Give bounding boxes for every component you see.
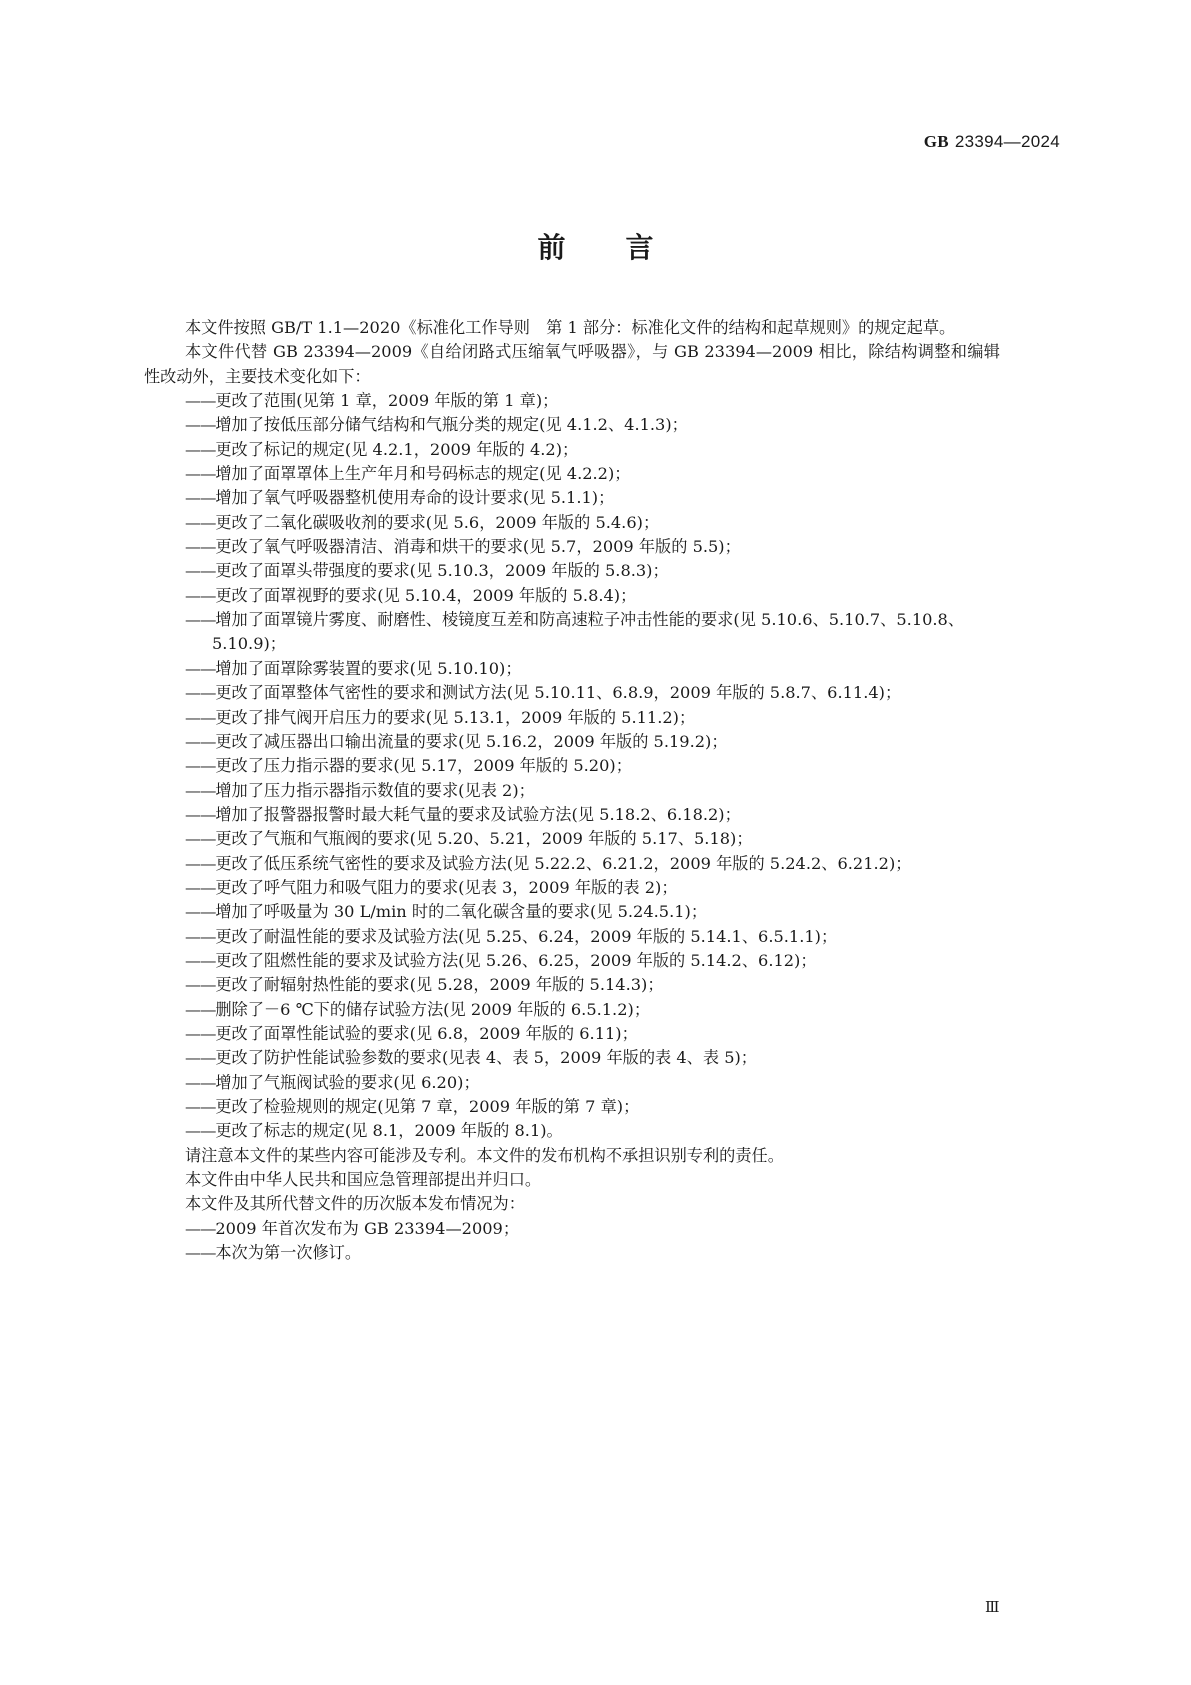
dash-marker: —— xyxy=(185,512,216,532)
dash-marker: —— xyxy=(185,537,216,557)
list-item-text: 增加了气瓶阀试验的要求(见 6.20)； xyxy=(215,1072,480,1092)
intro-paragraph: 本文件代替 GB 23394—2009《自给闭路式压缩氧气呼吸器》，与 GB 23394—2009 相比，除结构调整和编辑性改动外，主要技术变化如下： xyxy=(144,342,1000,386)
list-item-text: 本次为第一次修订。 xyxy=(215,1243,362,1263)
list-item-text: 增加了面罩罩体上生产年月和号码标志的规定(见 4.2.2)； xyxy=(215,464,631,484)
list-item-text: 更改了面罩整体气密性的要求和测试方法(见 5.10.11、6.8.9，2009 年版的 5.8.7、6.11.4)； xyxy=(215,683,902,703)
list-item xyxy=(144,1217,1000,1241)
list-item xyxy=(144,1119,1000,1143)
list-item xyxy=(144,1071,1000,1095)
list-item-text: 更改了防护性能试验参数的要求(见表 4、表 5，2009 年版的表 4、表 5)； xyxy=(215,1048,757,1068)
list-item xyxy=(144,535,1000,559)
list-item-text: 增加了按低压部分储气结构和气瓶分类的规定(见 4.1.2、4.1.3)； xyxy=(215,415,688,435)
list-item-text: 更改了面罩性能试验的要求(见 6.8，2009 年版的 6.11)； xyxy=(215,1023,638,1043)
list-item-text: 增加了压力指示器指示数值的要求(见表 2)； xyxy=(215,780,535,800)
dash-marker: —— xyxy=(185,731,216,751)
dash-marker: —— xyxy=(185,926,216,946)
dash-marker: —— xyxy=(185,391,216,411)
list-item xyxy=(144,973,1000,997)
list-item xyxy=(144,730,1000,754)
dash-marker: —— xyxy=(185,756,216,776)
list-item xyxy=(144,681,1000,705)
list-item xyxy=(144,462,1000,486)
list-item xyxy=(144,779,1000,803)
list-item-text: 更改了阻燃性能的要求及试验方法(见 5.26、6.25，2009 年版的 5.14.2、6.12)； xyxy=(215,950,817,970)
list-item xyxy=(144,949,1000,973)
dash-marker: —— xyxy=(185,585,216,605)
dash-marker: —— xyxy=(185,999,216,1019)
dash-marker: —— xyxy=(185,561,216,581)
list-item xyxy=(144,559,1000,583)
list-item-text: 2009 年首次发布为 GB 23394—2009； xyxy=(215,1218,520,1238)
dash-marker: —— xyxy=(185,658,216,678)
dash-marker: —— xyxy=(185,1048,216,1068)
list-item xyxy=(144,1095,1000,1119)
list-item xyxy=(144,1046,1000,1070)
dash-marker: —— xyxy=(185,853,216,873)
dash-marker: —— xyxy=(185,1218,216,1238)
list-item xyxy=(144,754,1000,778)
dash-marker: —— xyxy=(185,804,216,824)
list-item xyxy=(144,413,1000,437)
history-list xyxy=(144,1217,1000,1266)
dash-marker: —— xyxy=(185,1121,216,1141)
list-item xyxy=(144,1241,1000,1265)
list-item xyxy=(144,608,1000,657)
dash-marker: —— xyxy=(185,488,216,508)
dash-marker: —— xyxy=(185,439,216,459)
dash-marker: —— xyxy=(185,1072,216,1092)
list-item-text: 更改了低压系统气密性的要求及试验方法(见 5.22.2、6.21.2，2009 年版的 5.24.2、6.21.2)； xyxy=(215,853,912,873)
dash-marker: —— xyxy=(185,902,216,922)
dash-marker: —— xyxy=(185,1243,216,1263)
list-item-text: 更改了呼气阻力和吸气阻力的要求(见表 3，2009 年版的表 2)； xyxy=(215,877,678,897)
list-item-text: 更改了范围(见第 1 章，2009 年版的第 1 章)； xyxy=(215,391,559,411)
list-item-text: 增加了呼吸量为 30 L/min 时的二氧化碳含量的要求(见 5.24.5.1)； xyxy=(215,902,708,922)
list-item xyxy=(144,511,1000,535)
list-item-text: 增加了面罩镜片雾度、耐磨性、棱镜度互差和防高速粒子冲击性能的要求(见 5.10.6、5.10.7、5.10.8、5.10.9)； xyxy=(212,610,965,654)
list-item xyxy=(144,584,1000,608)
list-item xyxy=(144,706,1000,730)
foreword-body xyxy=(144,316,1000,1265)
list-item xyxy=(144,389,1000,413)
changes-list xyxy=(144,389,1000,1144)
standard-prefix: GB xyxy=(923,132,949,151)
dash-marker: —— xyxy=(185,950,216,970)
dash-marker: —— xyxy=(185,610,216,630)
page-title: 前言 xyxy=(537,231,714,264)
list-item xyxy=(144,925,1000,949)
list-item-text: 更改了检验规则的规定(见第 7 章，2009 年版的第 7 章)； xyxy=(215,1097,640,1116)
list-item-text: 增加了面罩除雾装置的要求(见 5.10.10)； xyxy=(215,658,522,678)
list-item xyxy=(144,657,1000,681)
list-item xyxy=(144,900,1000,924)
list-item-text: 增加了报警器报警时最大耗气量的要求及试验方法(见 5.18.2、6.18.2)； xyxy=(215,804,741,824)
closing-paragraph: 本文件及其所代替文件的历次版本发布情况为： xyxy=(185,1194,525,1214)
list-item xyxy=(144,876,1000,900)
standard-number: 23394—2024 xyxy=(954,132,1060,151)
list-item-text: 更改了压力指示器的要求(见 5.17，2009 年版的 5.20)； xyxy=(215,756,632,776)
closing-paragraph: 本文件由中华人民共和国应急管理部提出并归口。 xyxy=(185,1170,542,1190)
closing-paragraph: 请注意本文件的某些内容可能涉及专利。本文件的发布机构不承担识别专利的责任。 xyxy=(185,1145,784,1165)
list-item-text: 更改了气瓶和气瓶阀的要求(见 5.20、5.21，2009 年版的 5.17、5.18)； xyxy=(215,829,753,849)
list-item-text: 更改了面罩视野的要求(见 5.10.4，2009 年版的 5.8.4)； xyxy=(215,585,637,605)
dash-marker: —— xyxy=(185,415,216,435)
dash-marker: —— xyxy=(185,829,216,849)
dash-marker: —— xyxy=(185,683,216,703)
standard-code xyxy=(924,132,1060,152)
list-item-text: 增加了氧气呼吸器整机使用寿命的设计要求(见 5.1.1)； xyxy=(215,488,615,508)
list-item xyxy=(144,1022,1000,1046)
list-item xyxy=(144,827,1000,851)
dash-marker: —— xyxy=(185,780,216,800)
list-item-text: 删除了－6 ℃下的储存试验方法(见 2009 年版的 6.5.1.2)； xyxy=(215,999,651,1019)
list-item-text: 更改了耐辐射热性能的要求(见 5.28，2009 年版的 5.14.3)； xyxy=(215,975,664,995)
list-item-text: 更改了减压器出口输出流量的要求(见 5.16.2，2009 年版的 5.19.2)； xyxy=(215,731,728,751)
dash-marker: —— xyxy=(185,975,216,995)
list-item xyxy=(144,486,1000,510)
list-item-text: 更改了二氧化碳吸收剂的要求(见 5.6，2009 年版的 5.4.6)； xyxy=(215,512,660,532)
dash-marker: —— xyxy=(185,1097,216,1116)
list-item xyxy=(144,803,1000,827)
list-item-text: 更改了标志的规定(见 8.1，2009 年版的 8.1)。 xyxy=(215,1121,563,1141)
list-item-text: 更改了标记的规定(见 4.2.1，2009 年版的 4.2)； xyxy=(215,439,579,459)
list-item-text: 更改了氧气呼吸器清洁、消毒和烘干的要求(见 5.7，2009 年版的 5.5)； xyxy=(215,537,741,557)
page-number: Ⅲ xyxy=(985,1598,1000,1616)
dash-marker: —— xyxy=(185,707,216,727)
intro-paragraph: 本文件按照 GB/T 1.1—2020《标准化工作导则 第 1 部分：标准化文件的结构和起草规则》的规定起草。 xyxy=(185,318,956,337)
list-item xyxy=(144,998,1000,1022)
dash-marker: —— xyxy=(185,877,216,897)
list-item-text: 更改了面罩头带强度的要求(见 5.10.3，2009 年版的 5.8.3)； xyxy=(215,561,669,581)
dash-marker: —— xyxy=(185,1023,216,1043)
dash-marker: —— xyxy=(185,464,216,484)
list-item-text: 更改了耐温性能的要求及试验方法(见 5.25、6.24，2009 年版的 5.14.1、6.5.1.1)； xyxy=(215,926,838,946)
list-item-text: 更改了排气阀开启压力的要求(见 5.13.1，2009 年版的 5.11.2)； xyxy=(215,707,696,727)
list-item xyxy=(144,438,1000,462)
list-item xyxy=(144,852,1000,876)
